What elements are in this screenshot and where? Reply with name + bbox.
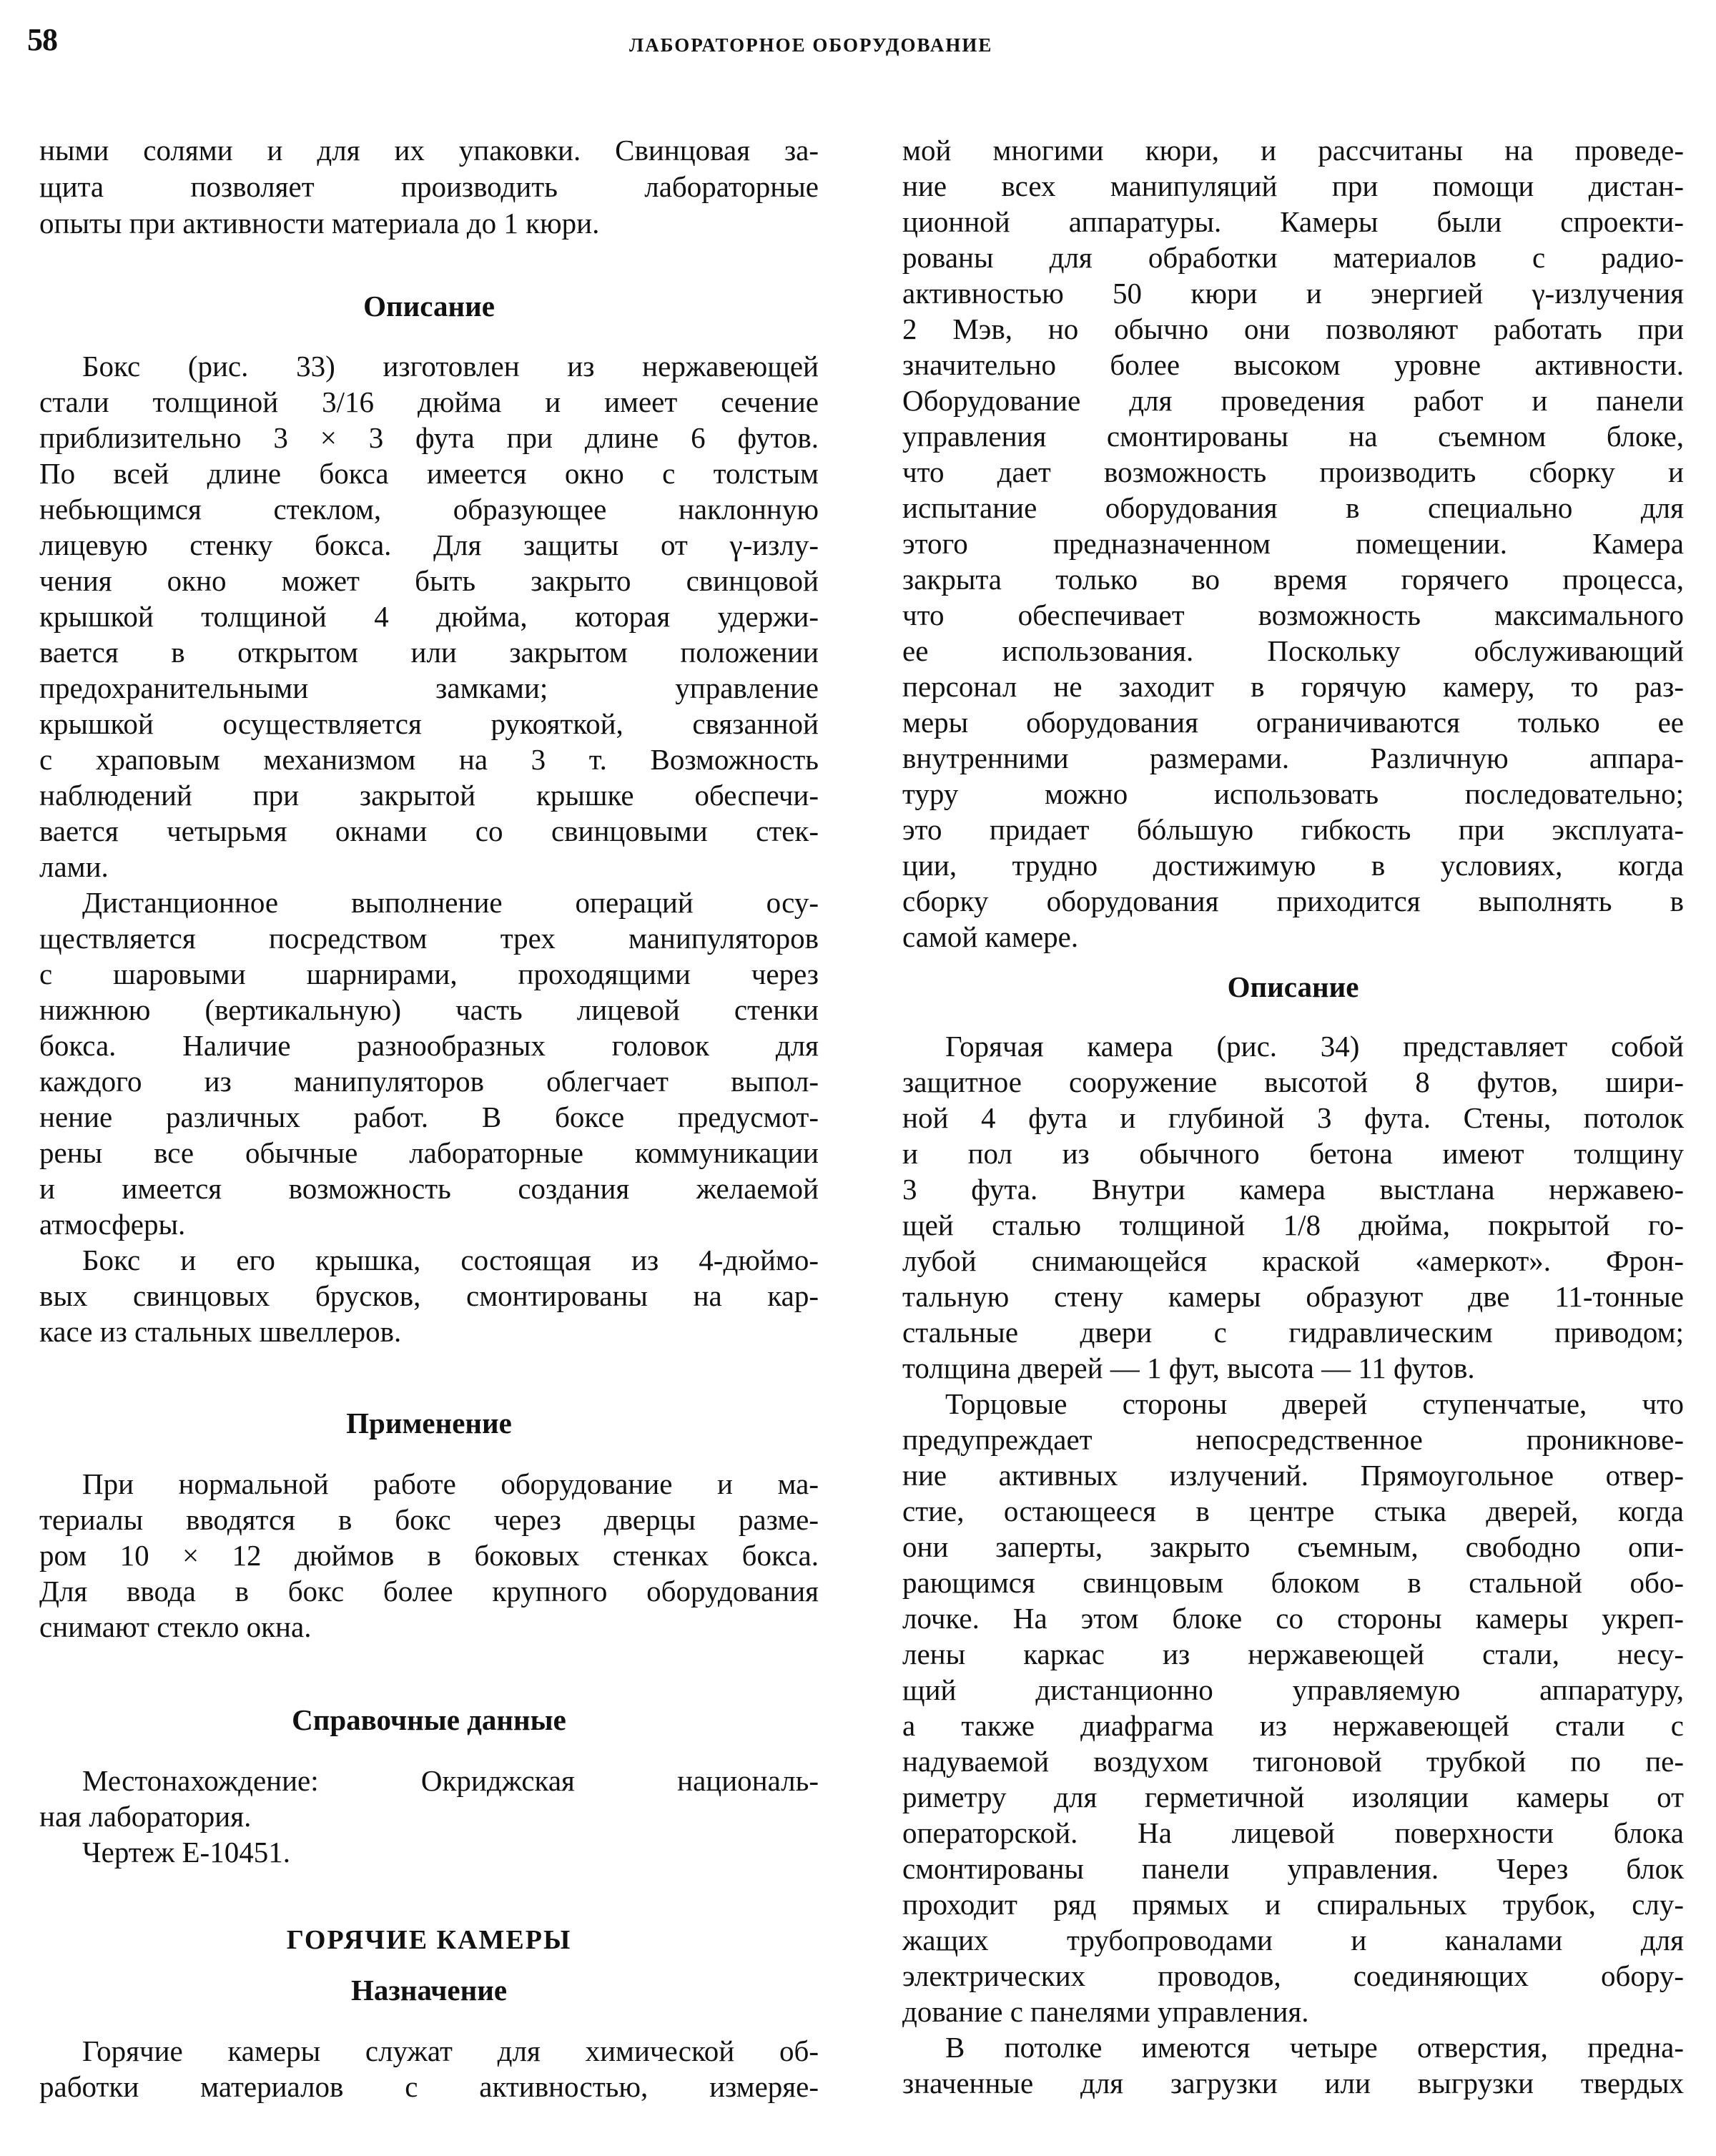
text-line: Оборудование для проведения работ и панели [902,384,1684,417]
text-line: щита позволяет производить лабораторные [39,170,819,203]
text-line: ными солями и для их упаковки. Свинцовая за- [39,134,819,167]
text-line: каждого из манипуляторов облегчает выпол- [39,1065,819,1098]
paragraph-last-line: лами. [39,850,109,883]
text-line: ние всех манипуляций при помощи дистан- [902,169,1684,202]
paragraph-last-line: толщина дверей — 1 фут, высота — 11 футов. [902,1352,1475,1384]
paragraph-first-line: Дистанционное выполнение операций осу- [82,886,819,919]
text-line: с храповым механизмом на 3 т. Возможность [39,743,819,776]
text-line: стальные двери с гидравлическим приводом; [902,1316,1684,1349]
paragraph-first-line: Торцовые стороны дверей ступенчатые, что [945,1387,1684,1420]
section-heading: Применение [346,1407,512,1439]
text-line: защитное сооружение высотой 8 футов, шири- [902,1065,1684,1098]
text-line: рены все обычные лабораторные коммуникации [39,1136,819,1169]
text-line: активностью 50 кюри и энергией γ-излучения [902,277,1684,310]
text-line: нижнюю (вертикальную) часть лицевой стенки [39,993,819,1026]
text-line: и имеется возможность создания желаемой [39,1172,819,1205]
text-line: ной 4 фута и глубиной 3 фута. Стены, потолок [902,1101,1684,1134]
text-line: мой многими кюри, и рассчитаны на проведе- [902,134,1684,167]
text-line: испытание оборудования в специально для [902,491,1684,524]
text-line: щий дистанционно управляемую аппаратуру, [902,1673,1684,1706]
text-line: наблюдений при закрытой крышке обеспечи- [39,779,819,812]
text-line: значенные для загрузки или выгрузки твердых [902,2067,1684,2100]
text-line: щей сталью толщиной 1/8 дюйма, покрытой го- [902,1209,1684,1241]
text-line: ции, трудно достижимую в условиях, когда [902,849,1684,882]
paragraph-first-line: Горячая камера (рис. 34) представляет собой [945,1030,1684,1063]
text-line: сборку оборудования приходится выполнять в [902,885,1684,917]
text-line: бокса. Наличие разнообразных головок для [39,1029,819,1062]
paragraph-first-line: Бокс (рис. 33) изготовлен из нержавеющей [82,350,819,383]
text-line: вается в открытом или закрытом положении [39,636,819,669]
text-line: значительно более высоком уровне активности. [902,348,1684,381]
text-line: ционной аппаратуры. Камеры были спроекти- [902,205,1684,238]
text-line: лубой снимающейся краской «амеркот». Фрон- [902,1244,1684,1277]
text-line: вых свинцовых брусков, смонтированы на кар- [39,1279,819,1312]
text-line: этого предназначенном помещении. Камера [902,527,1684,560]
text-line: проходит ряд прямых и спиральных трубок, слу- [902,1888,1684,1921]
paragraph-last-line: опыты при активности материала до 1 кюри. [39,207,600,240]
text-line: они заперты, закрыто съемным, свободно опи- [902,1530,1684,1563]
text-line: крышкой толщиной 4 дюйма, которая удержи- [39,600,819,633]
text-line: рающимся свинцовым блоком в стальной обо- [902,1566,1684,1599]
section-heading: Назначение [350,1974,508,2007]
text-line: По всей длине бокса имеется окно с толстым [39,457,819,490]
paragraph-last-line: касе из стальных швеллеров. [39,1315,402,1348]
paragraph-first-line: В потолке имеются четыре отверстия, предна- [945,2031,1684,2064]
paragraph-first-line: Бокс и его крышка, состоящая из 4-дюймо- [82,1244,819,1276]
section-heading: Описание [1227,970,1359,1003]
text-line: что дает возможность производить сборку и [902,456,1684,488]
paragraph-last-line: атмосферы. [39,1208,186,1241]
text-line: ние активных излучений. Прямоугольное отвер- [902,1459,1684,1492]
paragraph-first-line: При нормальной работе оборудование и ма- [82,1467,819,1500]
page-number: 58 [27,22,57,57]
running-head: ЛАБОРАТОРНОЕ ОБОРУДОВАНИЕ [629,34,993,56]
text-line: стали толщиной 3/16 дюйма и имеет сечение [39,385,819,418]
text-line: Для ввода в бокс более крупного оборудования [39,1575,819,1608]
text-line: что обеспечивает возможность максимального [902,599,1684,631]
text-line: надуваемой воздухом тигоновой трубкой по пе- [902,1745,1684,1778]
paragraph-last-line: самой камере. [902,920,1079,953]
text-line: лицевую стенку бокса. Для защиты от γ-излу- [39,528,819,561]
text-line: тальную стену камеры образуют две 11-тонные [902,1280,1684,1313]
text-line: а также диафрагма из нержавеющей стали с [902,1709,1684,1742]
paragraph-last-line: снимают стекло окна. [39,1610,312,1643]
paragraph-line: Чертеж Е-10451. [82,1836,290,1869]
text-line: небьющимся стеклом, образующее наклонную [39,493,819,526]
text-line: 2 Мэв, но обычно они позволяют работать при [902,312,1684,345]
text-line: стие, остающееся в центре стыка дверей, когда [902,1495,1684,1527]
text-line: электрических проводов, соединяющих обору- [902,1959,1684,1992]
text-line: меры оборудования ограничиваются только ее [902,706,1684,739]
text-line: работки материалов с активностью, измеряе- [39,2070,819,2103]
text-line: смонтированы панели управления. Через блок [902,1852,1684,1885]
text-line: внутренними размерами. Различную аппара- [902,742,1684,774]
text-line: ществляется посредством трех манипуляторов [39,922,819,955]
text-line: лочке. На этом блоке со стороны камеры укреп- [902,1602,1684,1635]
text-line: нение различных работ. В боксе предусмот- [39,1101,819,1133]
text-line: с шаровыми шарнирами, проходящими через [39,958,819,990]
text-line: рованы для обработки материалов с радио- [902,241,1684,274]
text-line: предупреждает непосредственное проникнове- [902,1423,1684,1456]
text-line: крышкой осуществляется рукояткой, связанной [39,707,819,740]
text-line: чения окно может быть закрыто свинцовой [39,564,819,597]
text-line: ее использования. Поскольку обслуживающий [902,634,1684,667]
text-line: лены каркас из нержавеющей стали, несу- [902,1638,1684,1670]
text-line: 3 фута. Внутри камера выстлана нержавею- [902,1173,1684,1206]
text-line: приблизительно 3 × 3 фута при длине 6 футов. [39,421,819,454]
text-line: предохранительными замками; управление [39,671,819,704]
text-line: операторской. На лицевой поверхности блока [902,1816,1684,1849]
text-line: закрыта только во время горячего процесса, [902,563,1684,596]
text-line: риметру для герметичной изоляции камеры от [902,1781,1684,1813]
text-line: жащих трубопроводами и каналами для [902,1924,1684,1956]
chapter-heading: ГОРЯЧИЕ КАМЕРЫ [286,1925,572,1955]
text-line: вается четырьмя окнами со свинцовыми стек- [39,814,819,847]
text-line: и пол из обычного бетона имеют толщину [902,1137,1684,1170]
text-line: персонал не заходит в горячую камеру, то раз- [902,670,1684,703]
paragraph-first-line: Горячие камеры служат для химической об- [82,2034,819,2067]
section-heading: Справочные данные [292,1703,566,1736]
section-heading: Описание [363,290,495,323]
paragraph-first-line: Местонахождение: Окриджская националь- [82,1764,819,1797]
text-line: териалы вводятся в бокс через дверцы разме- [39,1503,819,1536]
text-line: это придает бóльшую гибкость при эксплуата- [902,813,1684,846]
paragraph-last-line: ная лаборатория. [39,1800,252,1833]
text-line: ром 10 × 12 дюймов в боковых стенках бокса. [39,1539,819,1572]
text-line: туру можно использовать последовательно; [902,777,1684,810]
paragraph-last-line: дование с панелями управления. [902,1995,1309,2028]
text-line: управления смонтированы на съемном блоке, [902,420,1684,453]
